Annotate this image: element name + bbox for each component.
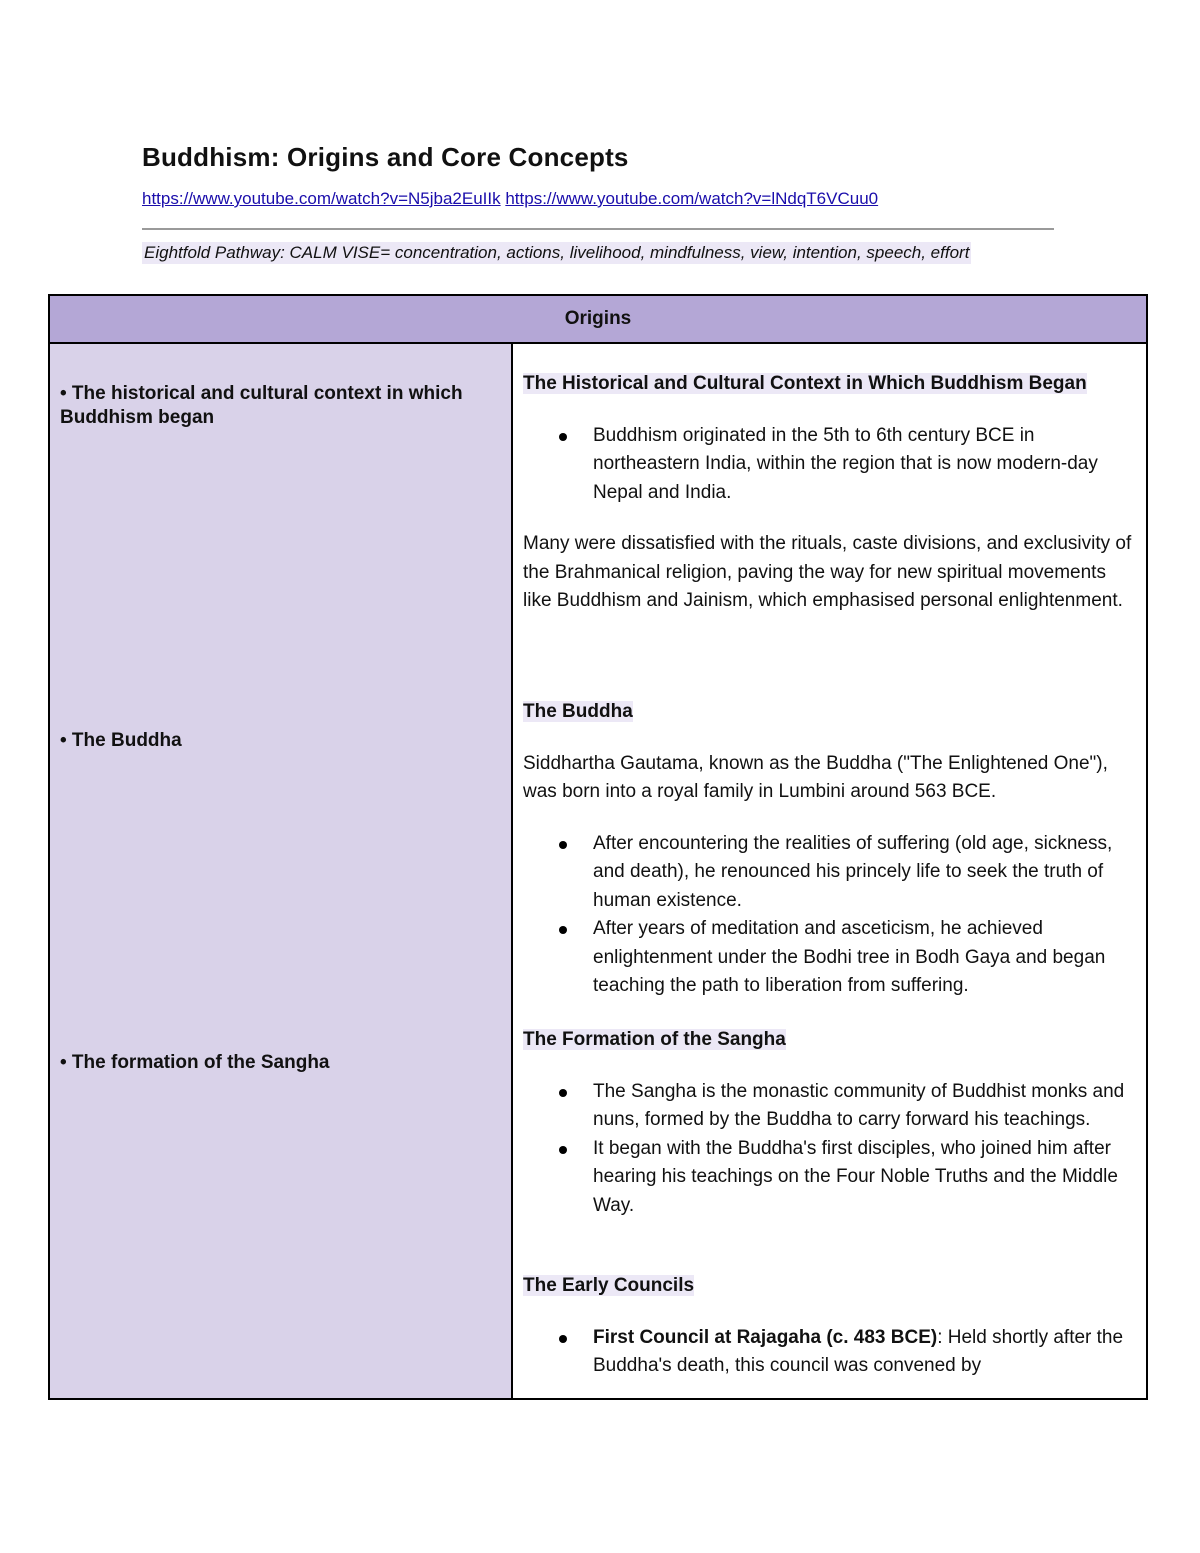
paragraph: Many were dissatisfied with the rituals, caste divisions, and exclusivity of the Brahmanical religion, paving the way for new spiritual movements like Buddhism and Jainism, which emphasised personal enlightenment. — [523, 533, 1132, 611]
council-description: : Held shortly after the Buddha's death, this council was convened by — [593, 1326, 1124, 1376]
origins-table — [48, 294, 1148, 1400]
topic-the-buddha: • The Buddha — [60, 730, 182, 751]
list-item: After encountering the realities of suffering (old age, sickness, and death), he renounced his princely life to seek the truth of human existence. — [523, 830, 1138, 916]
video-link-2[interactable]: https://www.youtube.com/watch?v=lNdqT6VCuu0 — [505, 189, 879, 208]
notes-column — [513, 344, 1146, 1398]
list-item — [523, 1324, 1138, 1381]
topic-historical-context: • The historical and cultural context in which Buddhism began — [60, 383, 463, 428]
eightfold-pathway-note: Eightfold Pathway: CALM VISE= concentration, actions, livelihood, mindfulness, view, intention, speech, effort — [144, 243, 970, 262]
bullet-list — [523, 422, 1138, 508]
page-title: Buddhism: Origins and Core Concepts — [142, 142, 629, 172]
video-links — [142, 189, 878, 209]
section-heading: The Formation of the Sangha — [523, 1029, 786, 1050]
section-sangha — [523, 1026, 1138, 1220]
list-item: The Sangha is the monastic community of Buddhist monks and nuns, formed by the Buddha to carry forward his teachings. — [523, 1078, 1138, 1135]
list-item: It began with the Buddha's first disciples, who joined him after hearing his teachings on the Four Noble Truths and the Middle Way. — [523, 1135, 1138, 1221]
list-item: Buddhism originated in the 5th to 6th century BCE in northeastern India, within the region that is now modern-day Nepal and India. — [523, 422, 1138, 508]
section-heading: The Buddha — [523, 701, 633, 722]
section-historical-context — [523, 370, 1138, 616]
section-heading: The Early Councils — [523, 1275, 695, 1296]
section-the-buddha — [523, 698, 1138, 1001]
video-link-1[interactable]: https://www.youtube.com/watch?v=N5jba2EuIIk — [142, 189, 501, 208]
table-header: Origins — [50, 296, 1146, 344]
section-heading: The Historical and Cultural Context in Which Buddhism Began — [523, 373, 1087, 394]
council-name: First Council at Rajagaha (c. 483 BCE) — [593, 1326, 938, 1348]
section-early-councils — [523, 1272, 1138, 1381]
topic-sangha-formation: • The formation of the Sangha — [60, 1052, 330, 1073]
topics-column — [50, 344, 513, 1398]
bullet-list — [523, 1324, 1138, 1381]
list-item: After years of meditation and asceticism, he achieved enlightenment under the Bodhi tree in Bodh Gaya and began teaching the path to liberation from suffering. — [523, 915, 1138, 1001]
bullet-list — [523, 830, 1138, 1001]
horizontal-rule — [142, 228, 1054, 230]
paragraph: Siddhartha Gautama, known as the Buddha ("The Enlightened One"), was born into a royal family in Lumbini around 563 BCE. — [523, 752, 1108, 802]
bullet-list — [523, 1078, 1138, 1221]
